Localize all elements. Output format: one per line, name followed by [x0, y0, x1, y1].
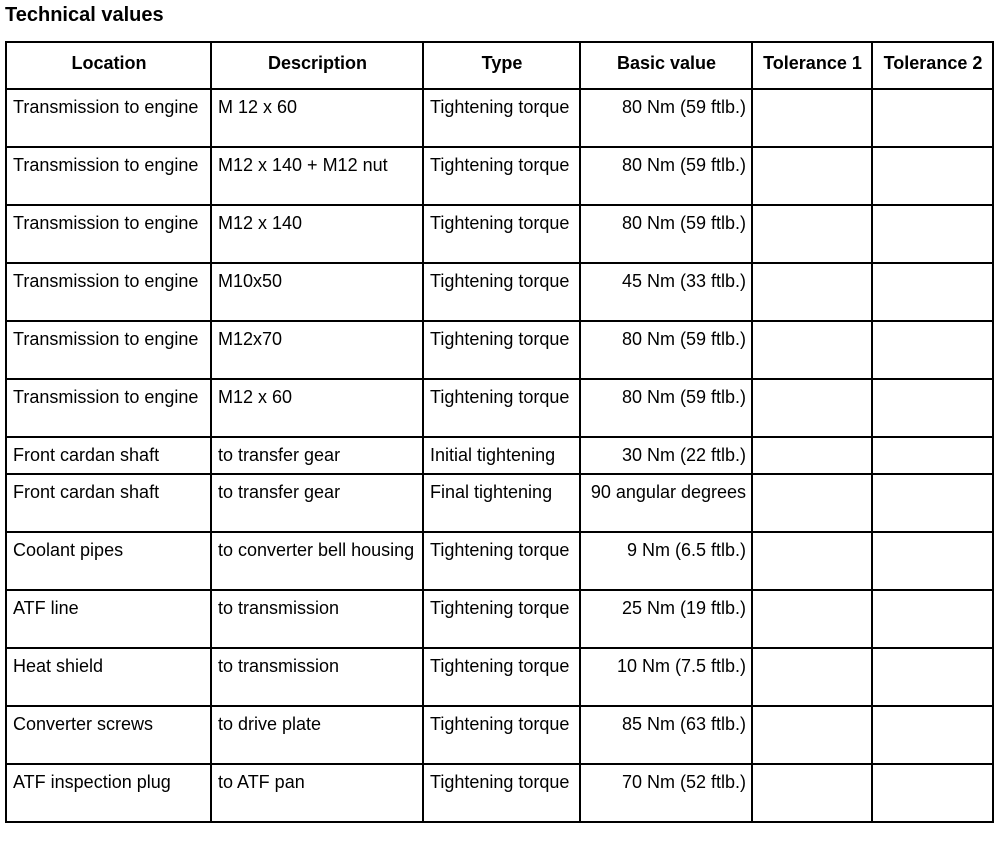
cell-location: Front cardan shaft: [6, 437, 211, 474]
cell-tolerance-2: [872, 590, 993, 648]
cell-description: to transfer gear: [211, 474, 423, 532]
cell-tolerance-2: [872, 147, 993, 205]
cell-basic-value: 10 Nm (7.5 ftlb.): [580, 648, 752, 706]
cell-tolerance-2: [872, 205, 993, 263]
cell-location: Transmission to engine: [6, 321, 211, 379]
cell-tolerance-2: [872, 437, 993, 474]
table-row: [6, 764, 993, 822]
cell-type: Tightening torque: [423, 263, 580, 321]
table-row: [6, 706, 993, 764]
cell-location: Transmission to engine: [6, 205, 211, 263]
column-header-tolerance-2: Tolerance 2: [872, 42, 993, 89]
cell-description: M12x70: [211, 321, 423, 379]
cell-type: Tightening torque: [423, 648, 580, 706]
table-row: [6, 89, 993, 147]
cell-tolerance-1: [752, 764, 872, 822]
cell-tolerance-1: [752, 532, 872, 590]
cell-description: M10x50: [211, 263, 423, 321]
cell-location: Converter screws: [6, 706, 211, 764]
table-row: [6, 532, 993, 590]
cell-basic-value: 85 Nm (63 ftlb.): [580, 706, 752, 764]
cell-basic-value: 45 Nm (33 ftlb.): [580, 263, 752, 321]
cell-location: Heat shield: [6, 648, 211, 706]
page-title: Technical values: [5, 4, 164, 26]
column-header-tolerance-1: Tolerance 1: [752, 42, 872, 89]
cell-type: Tightening torque: [423, 89, 580, 147]
cell-location: Transmission to engine: [6, 263, 211, 321]
cell-tolerance-2: [872, 648, 993, 706]
cell-tolerance-1: [752, 147, 872, 205]
cell-tolerance-2: [872, 321, 993, 379]
table-row: [6, 590, 993, 648]
cell-tolerance-2: [872, 706, 993, 764]
column-header-location: Location: [6, 42, 211, 89]
column-header-basic-value: Basic value: [580, 42, 752, 89]
cell-type: Tightening torque: [423, 590, 580, 648]
cell-description: to transmission: [211, 648, 423, 706]
cell-basic-value: 30 Nm (22 ftlb.): [580, 437, 752, 474]
cell-tolerance-1: [752, 590, 872, 648]
cell-location: ATF inspection plug: [6, 764, 211, 822]
cell-location: Coolant pipes: [6, 532, 211, 590]
technical-values-table: [5, 41, 994, 823]
cell-type: Final tightening: [423, 474, 580, 532]
cell-tolerance-1: [752, 321, 872, 379]
cell-basic-value: 9 Nm (6.5 ftlb.): [580, 532, 752, 590]
cell-basic-value: 80 Nm (59 ftlb.): [580, 321, 752, 379]
cell-type: Tightening torque: [423, 205, 580, 263]
cell-description: to drive plate: [211, 706, 423, 764]
table-row: [6, 437, 993, 474]
cell-description: M12 x 60: [211, 379, 423, 437]
cell-basic-value: 80 Nm (59 ftlb.): [580, 379, 752, 437]
table-row: [6, 147, 993, 205]
table-row: [6, 474, 993, 532]
table-row: [6, 648, 993, 706]
cell-type: Tightening torque: [423, 321, 580, 379]
cell-location: Front cardan shaft: [6, 474, 211, 532]
cell-description: to transmission: [211, 590, 423, 648]
column-header-type: Type: [423, 42, 580, 89]
header-row: [6, 42, 993, 89]
cell-basic-value: 80 Nm (59 ftlb.): [580, 147, 752, 205]
cell-description: to ATF pan: [211, 764, 423, 822]
cell-description: to converter bell housing: [211, 532, 423, 590]
cell-location: ATF line: [6, 590, 211, 648]
cell-tolerance-2: [872, 379, 993, 437]
cell-tolerance-1: [752, 205, 872, 263]
column-header-description: Description: [211, 42, 423, 89]
cell-tolerance-1: [752, 706, 872, 764]
cell-description: M12 x 140 + M12 nut: [211, 147, 423, 205]
cell-basic-value: 25 Nm (19 ftlb.): [580, 590, 752, 648]
table-row: [6, 263, 993, 321]
cell-tolerance-2: [872, 263, 993, 321]
cell-basic-value: 90 angular degrees: [580, 474, 752, 532]
cell-tolerance-1: [752, 89, 872, 147]
cell-basic-value: 80 Nm (59 ftlb.): [580, 89, 752, 147]
cell-basic-value: 80 Nm (59 ftlb.): [580, 205, 752, 263]
cell-type: Initial tightening: [423, 437, 580, 474]
table-row: [6, 205, 993, 263]
cell-description: M12 x 140: [211, 205, 423, 263]
cell-type: Tightening torque: [423, 764, 580, 822]
cell-basic-value: 70 Nm (52 ftlb.): [580, 764, 752, 822]
cell-description: to transfer gear: [211, 437, 423, 474]
cell-tolerance-1: [752, 648, 872, 706]
cell-location: Transmission to engine: [6, 89, 211, 147]
cell-description: M 12 x 60: [211, 89, 423, 147]
table-row: [6, 379, 993, 437]
cell-tolerance-1: [752, 474, 872, 532]
cell-type: Tightening torque: [423, 147, 580, 205]
cell-tolerance-2: [872, 474, 993, 532]
cell-location: Transmission to engine: [6, 379, 211, 437]
table-row: [6, 321, 993, 379]
cell-type: Tightening torque: [423, 379, 580, 437]
cell-tolerance-2: [872, 532, 993, 590]
cell-tolerance-1: [752, 437, 872, 474]
cell-type: Tightening torque: [423, 706, 580, 764]
cell-tolerance-1: [752, 379, 872, 437]
cell-tolerance-1: [752, 263, 872, 321]
cell-location: Transmission to engine: [6, 147, 211, 205]
cell-tolerance-2: [872, 764, 993, 822]
cell-type: Tightening torque: [423, 532, 580, 590]
cell-tolerance-2: [872, 89, 993, 147]
